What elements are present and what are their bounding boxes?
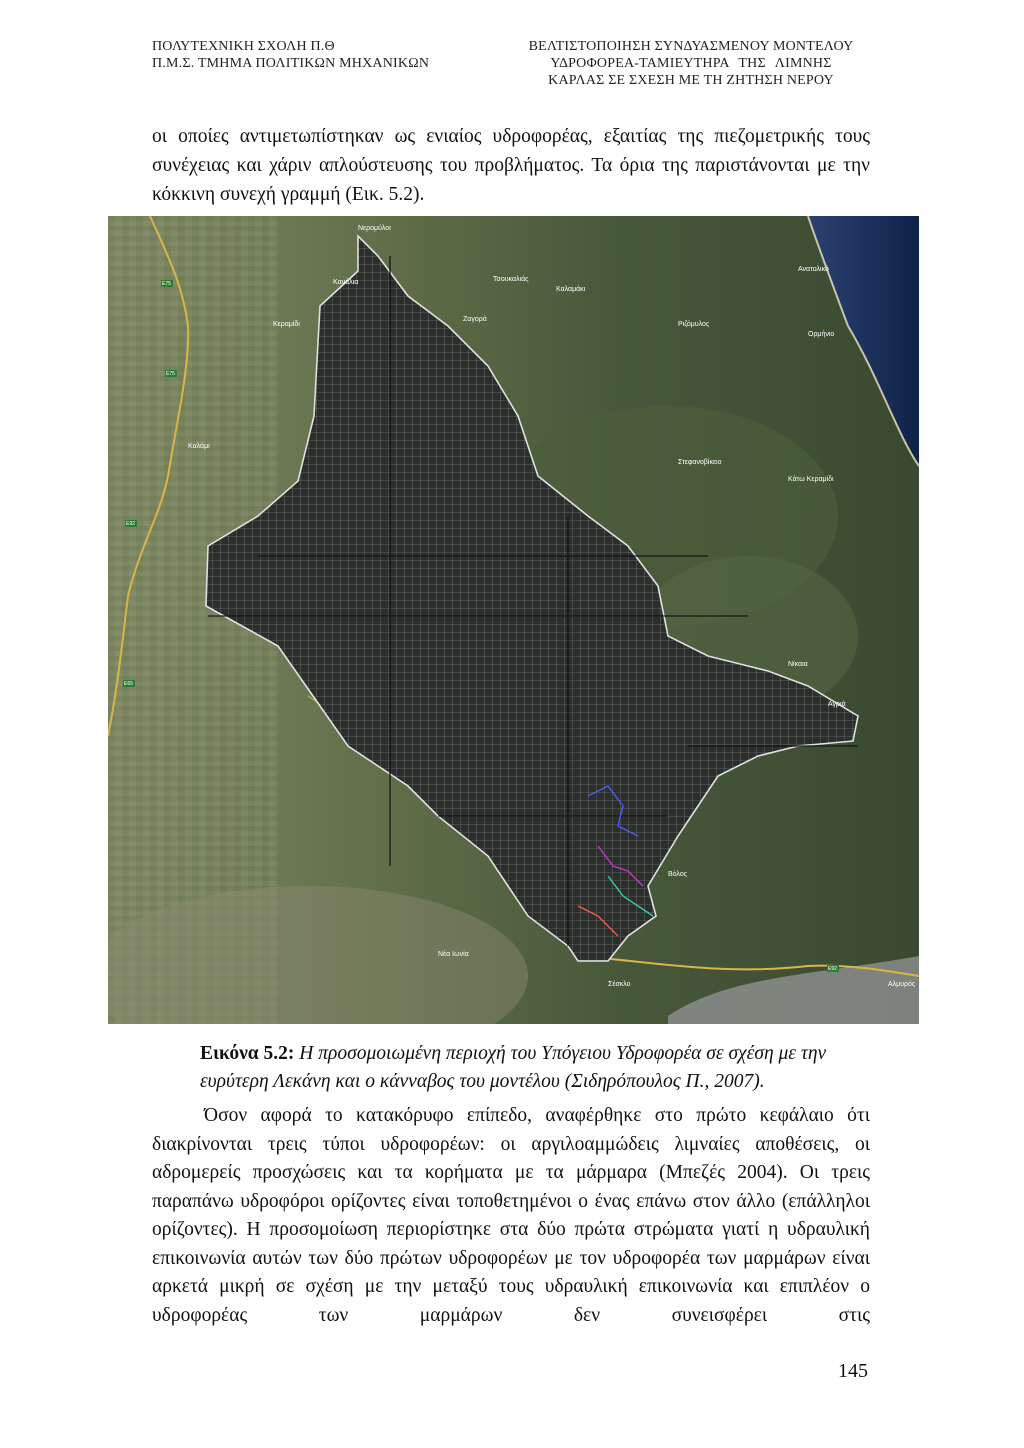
road-tag-label: E75	[166, 371, 175, 377]
map-image	[108, 216, 919, 1024]
map-place-label: Νίκαια	[788, 661, 808, 668]
road-tag-label: E65	[124, 681, 133, 687]
header-department: Π.Μ.Σ. ΤΜΗΜΑ ΠΟΛΙΤΙΚΩΝ ΜΗΧΑΝΙΚΩΝ	[152, 56, 430, 71]
map-place-label: Κανάλια	[333, 279, 359, 286]
header-school: ΠΟΛΥΤΕΧΝΙΚΗ ΣΧΟΛΗ Π.Θ	[152, 39, 335, 54]
body-paragraph	[152, 1102, 870, 1330]
map-place-label: Αγριά	[828, 701, 846, 708]
page-number: 145	[838, 1360, 868, 1382]
body-paragraph-text: Όσον αφορά το κατακόρυφο επίπεδο, αναφέρθηκε στο πρώτο κεφάλαιο ότι διακρίνονται τρεις τύποι υδροφορέων: οι αργιλοαμμώδεις λιμναίες αποθέσεις, οι αδρομερείς προσχώσεις και τα κορήματα με τα μάρμαρα (Μπεζές 2004). Οι τρεις παραπάνω υδροφόροι ορίζοντες είναι τοποθετημένοι ο ένας επάνω στον άλλο (επάλληλοι ορίζοντες). Η προσομοίωση περιορίστηκε στα δύο πρώτα στρώματα γιατί η υδραυλική επικοινωνία αυτών των δύο πρώτων υδροφορέων με τον υδροφορέα των μαρμάρων είναι αρκετά μικρή σε σχέση με την μεταξύ τους υδραυλική επικοινωνία και επιπλέον ο υδροφορέας των μαρμάρων δεν συνεισφέρει στις	[152, 1105, 870, 1326]
road-tag-label: E75	[162, 281, 171, 287]
map-place-label: Καλάμι	[188, 443, 210, 450]
header-title-line2: ΥΔΡΟΦΟΡΕΑ-ΤΑΜΙΕΥΤΗΡΑ ΤΗΣ ΛΙΜΝΗΣ	[550, 56, 832, 71]
road-tag-label: E92	[828, 966, 837, 972]
map-place-label: Αλμυρός	[888, 981, 916, 988]
map-place-label: Τσουκαλιάς	[493, 276, 529, 283]
figure-caption	[200, 1040, 880, 1096]
intro-paragraph: οι οποίες αντιμετωπίστηκαν ως ενιαίος υδροφορέας, εξαιτίας της πιεζομετρικής τους συνέχειας και χάριν απλούστευσης του προβλήματος. Τα όρια της παριστάνονται με την κόκκινη συνεχή γραμμή (Εικ. 5.2).	[152, 126, 870, 205]
road-tag-label: E92	[126, 521, 135, 527]
map-place-label: Ανατολικό	[798, 266, 829, 273]
figure-satellite-map	[108, 216, 919, 1024]
map-place-label: Νέα Ιωνία	[438, 951, 469, 958]
header-right	[508, 38, 874, 89]
map-place-label: Καλαμάκι	[556, 286, 586, 293]
map-place-label: Ζαγορά	[463, 316, 487, 323]
map-place-label: Σέσκλο	[608, 981, 631, 988]
map-place-label: Βόλος	[668, 871, 688, 878]
caption-text: Η προσομοιωμένη περιοχή του Υπόγειου Υδροφορέα σε σχέση με την ευρύτερη Λεκάνη και ο κάνναβος του μοντέλου (Σιδηρόπουλος Π., 2007).	[200, 1043, 827, 1092]
map-place-label: Στεφανοβίκειο	[678, 459, 722, 466]
header-title-line3: ΚΑΡΛΑΣ ΣΕ ΣΧΕΣΗ ΜΕ ΤΗ ΖΗΤΗΣΗ ΝΕΡΟΥ	[548, 73, 834, 88]
map-place-label: Κάτω Κεραμίδι	[788, 476, 834, 483]
map-place-label: Ορμήνιο	[808, 331, 835, 338]
header-left	[152, 38, 429, 72]
map-place-label: Ριζόμυλος	[678, 321, 710, 328]
caption-label: Εικόνα 5.2:	[200, 1043, 295, 1064]
header-title-line1: ΒΕΛΤΙΣΤΟΠΟΙΗΣΗ ΣΥΝΔΥΑΣΜΕΝΟΥ ΜΟΝΤΕΛΟΥ	[528, 39, 854, 54]
map-place-label: Κεραμίδι	[273, 321, 300, 328]
map-place-label: Νερομύλοι	[358, 225, 391, 232]
